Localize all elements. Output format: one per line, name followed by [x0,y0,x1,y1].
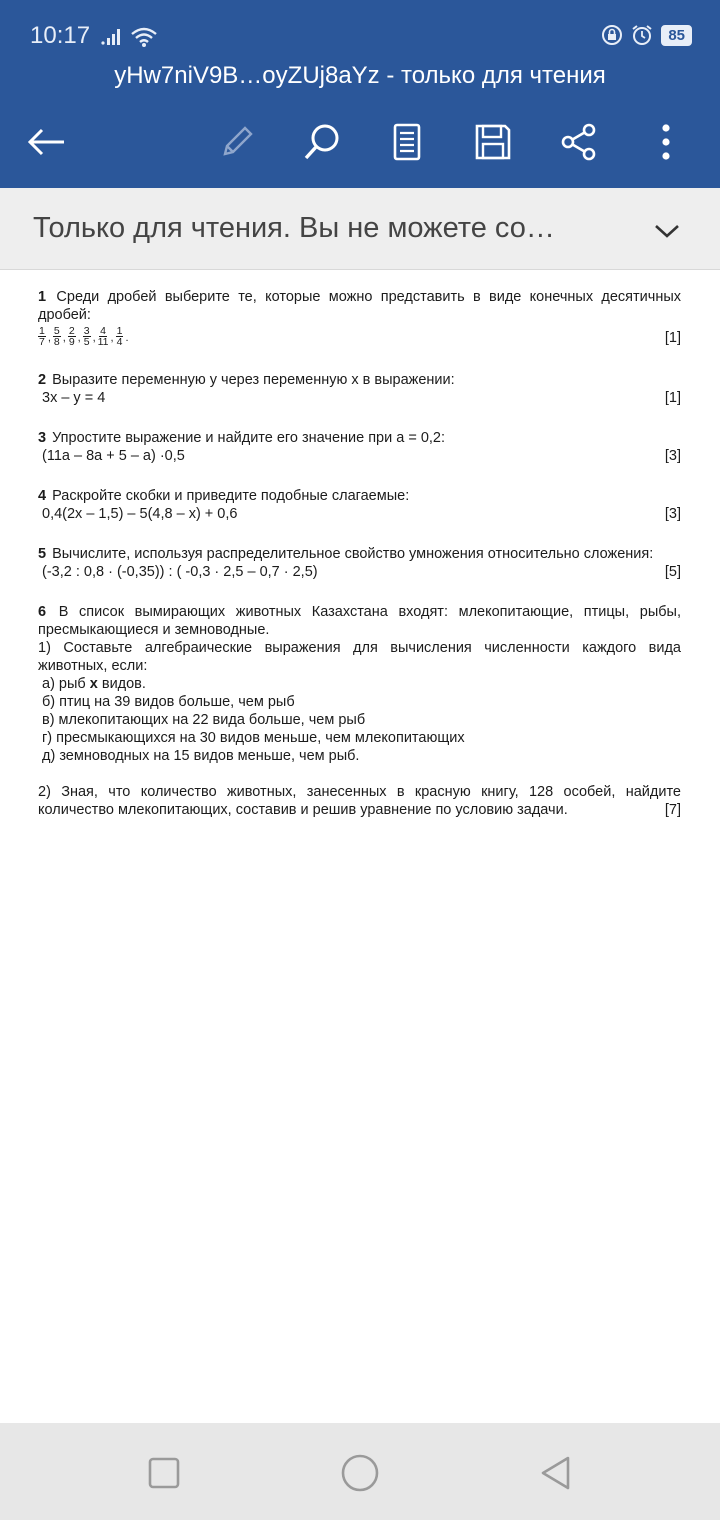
alarm-icon [631,24,653,46]
search-button[interactable] [296,118,348,166]
task-6-items [38,675,681,765]
read-only-banner[interactable] [0,188,720,270]
task-6-score: [7] [664,802,681,818]
task-2-number: 2 [38,372,47,388]
task-3 [38,429,681,465]
signal-icon [100,28,124,46]
list-item: в) млекопитающих на 22 вида больше, чем рыб [42,712,366,728]
recent-apps-button[interactable] [142,1451,186,1495]
save-button[interactable] [467,118,519,166]
task-4 [38,487,681,523]
fraction: $\frac{2}{9}$ [68,325,75,348]
task-4-score: [3] [664,506,681,522]
read-only-message: Только для чтения. Вы не можете со… [33,212,555,244]
list-item: а) рыб х видов. [42,676,146,692]
task-5-question: Вычислите, используя распределительное свойство умножения относительно сложения: [52,546,654,562]
list-item: д) земноводных на 15 видов меньше, чем рыб. [42,748,360,764]
task-1 [38,288,681,347]
task-5-score: [5] [664,564,681,580]
share-icon [559,122,599,162]
task-2-score: [1] [664,390,681,406]
recent-apps-square-icon [148,1457,180,1489]
task-6-number: 6 [38,604,47,620]
task-1-question: Среди дробей выберите те, которые можно представить в виде конечных десятичных дробей: [38,289,682,323]
task-2 [38,371,681,407]
list-item: г) пресмыкающихся на 30 видов меньше, чем млекопитающих [42,730,465,746]
more-vertical-icon [660,122,672,162]
fraction: $\frac{4}{11}$ [97,325,109,348]
status-time: 10:17 [30,22,91,49]
task-3-score: [3] [664,448,681,464]
home-button[interactable] [338,1451,382,1495]
fraction: $\frac{3}{5}$ [83,325,90,348]
reading-view-button[interactable] [381,118,433,166]
task-4-number: 4 [38,488,47,504]
share-button[interactable] [553,118,605,166]
task-4-expression: 0,4(2х – 1,5) – 5(4,8 – х) + 0,6 [42,506,238,522]
task-2-expression: 3х – у = 4 [42,390,106,406]
task-3-question: Упростите выражение и найдите его значение при а = 0,2: [52,430,446,446]
home-circle-icon [340,1453,380,1493]
document-title: yHw7niV9B…oyZUj8aYz - только для чтения [114,62,606,89]
banner-expand-button[interactable] [650,214,684,248]
task-6-question: В список вымирающих животных Казахстана входят: млекопитающие, птицы, рыбы, пресмыкающиеся и земноводные. [38,604,682,638]
chevron-down-icon [654,223,680,239]
back-arrow-icon [26,126,66,158]
fraction: $\frac{1}{4}$ [116,325,123,348]
task-3-number: 3 [38,430,47,446]
back-triangle-icon [538,1455,574,1491]
task-1-text [38,288,681,324]
wifi-icon [130,26,158,48]
fraction: $\frac{5}{8}$ [53,325,60,348]
edit-pencil-icon [217,122,257,162]
document-body [38,288,681,837]
save-icon [473,122,513,162]
task-6 [38,603,681,819]
task-4-question: Раскройте скобки и приведите подобные слагаемые: [52,488,410,504]
app-bar [0,0,720,188]
lock-rotation-icon [601,24,623,46]
battery-indicator: 85 [661,25,692,46]
status-right [601,24,692,46]
fraction: $\frac{1}{7}$ [39,325,45,348]
system-navigation-bar [0,1423,720,1520]
task-1-number: 1 [38,289,47,305]
task-1-fractions: $\frac{1}{7}$ , $\frac{5}{8}$ , $\frac{2}{9}$ , $\frac{3}{5}$ , $\frac{4}{11}$ , $\frac{1}{4}$ . [39,325,129,348]
task-2-question: Выразите переменную у через переменную х в выражении: [52,372,455,388]
list-item: б) птиц на 39 видов больше, чем рыб [42,694,295,710]
task-1-score: [1] [664,330,681,346]
task-5 [38,545,681,581]
more-options-button[interactable] [640,118,692,166]
task-3-expression: (11а – 8а + 5 – а) ·0,5 [42,448,185,464]
search-icon [301,121,343,163]
back-button[interactable] [20,118,72,166]
task-6-part-2: 2) Зная, что количество животных, занесенных в красную книгу, 128 особей, найдите количество млекопитающих, составив и решив уравнение по условию задачи. [38,784,681,818]
task-6-part-1: 1) Составьте алгебраические выражения для вычисления численности каждого вида животных, если: [38,640,681,674]
edit-button[interactable] [211,118,263,166]
task-5-expression: (-3,2 : 0,8 · (-0,35)) : ( -0,3 · 2,5 – 0,7 · 2,5) [42,564,318,580]
system-back-button[interactable] [534,1451,578,1495]
task-5-number: 5 [38,546,47,562]
reading-view-icon [392,122,422,162]
